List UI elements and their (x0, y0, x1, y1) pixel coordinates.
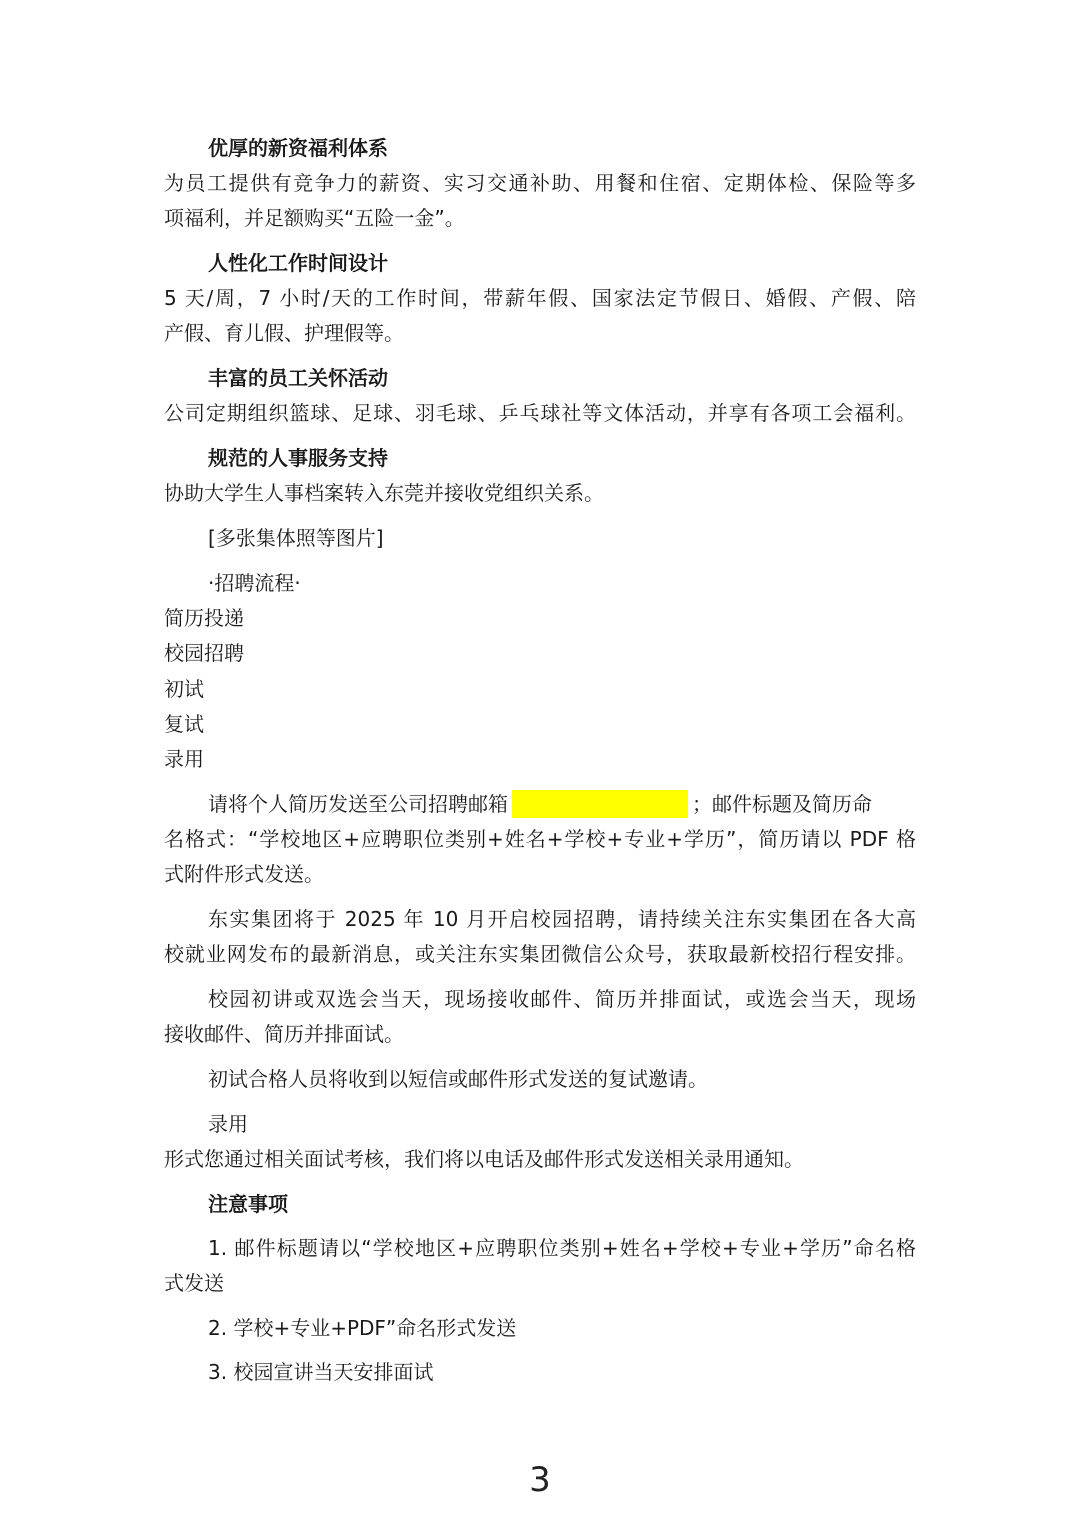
notes-heading: 注意事项 (208, 1192, 288, 1216)
campus-para-line1: 东实集团将于 2025 年 10 月开启校园招聘，请持续关注东实集团在各大高 (208, 907, 916, 931)
process-step: 录用 (164, 747, 204, 771)
hr-text: 协助大学生人事档案转入东莞并接收党组织关系。 (164, 481, 604, 505)
process-title: ·招聘流程· (208, 571, 301, 595)
notes-item1-line2: 式发送 (164, 1271, 224, 1295)
hours-text-line2: 产假、育儿假、护理假等。 (164, 321, 404, 345)
care-heading: 丰富的员工关怀活动 (208, 366, 388, 390)
page-number: 3 (529, 1460, 551, 1500)
salary-heading: 优厚的新资福利体系 (208, 136, 388, 160)
offer-label: 录用 (208, 1112, 248, 1136)
salary-text-line1: 为员工提供有竞争力的薪资、实习交通补助、用餐和住宿、定期体检、保险等多 (164, 171, 916, 195)
process-step: 复试 (164, 712, 204, 736)
hr-heading: 规范的人事服务支持 (208, 446, 388, 470)
care-text: 公司定期组织篮球、足球、羽毛球、乒乓球社等文体活动，并享有各项工会福利。 (164, 401, 916, 425)
second-round-text: 初试合格人员将收到以短信或邮件形式发送的复试邀请。 (208, 1067, 708, 1091)
process-step: 校园招聘 (164, 641, 244, 665)
email-para-line2: 名格式：“学校地区+应聘职位类别+姓名+学校+专业+学历”，简历请以 PDF 格 (164, 827, 916, 851)
email-para-line1: 请将个人简历发送至公司招聘邮箱 ；邮件标题及简历命 (208, 792, 872, 816)
email-redaction-highlight (512, 790, 688, 818)
notes-item3: 3. 校园宣讲当天安排面试 (208, 1360, 434, 1384)
process-step: 初试 (164, 677, 204, 701)
notes-item1-line1: 1. 邮件标题请以“学校地区+应聘职位类别+姓名+学校+专业+学历”命名格 (208, 1236, 916, 1260)
campus-para-line2: 校就业网发布的最新消息，或关注东实集团微信公众号，获取最新校招行程安排。 (164, 942, 916, 966)
interview-para-line2: 接收邮件、简历并排面试。 (164, 1022, 404, 1046)
offer-text: 形式您通过相关面试考核，我们将以电话及邮件形式发送相关录用通知。 (164, 1147, 804, 1171)
notes-item2: 2. 学校+专业+PDF”命名形式发送 (208, 1316, 517, 1340)
salary-text-line2: 项福利，并足额购买“五险一金”。 (164, 206, 465, 230)
process-step: 简历投递 (164, 606, 244, 630)
interview-para-line1: 校园初讲或双选会当天，现场接收邮件、简历并排面试，或选会当天，现场 (208, 987, 916, 1011)
hours-text-line1: 5 天/周，7 小时/天的工作时间，带薪年假、国家法定节假日、婚假、产假、陪 (164, 286, 916, 310)
email-para-line3: 式附件形式发送。 (164, 862, 324, 886)
photos-placeholder: [多张集体照等图片] (208, 526, 384, 550)
hours-heading: 人性化工作时间设计 (208, 251, 388, 275)
